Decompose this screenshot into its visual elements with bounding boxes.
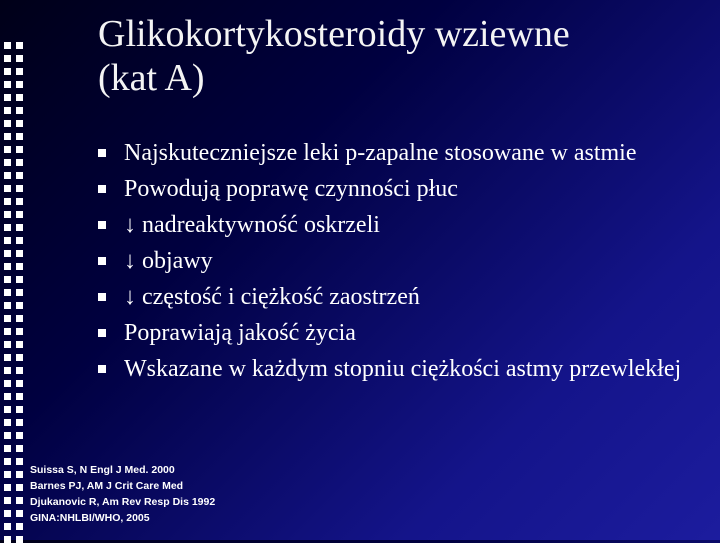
decorative-square — [16, 458, 23, 465]
decorative-square — [4, 55, 11, 62]
decorative-square — [16, 328, 23, 335]
references — [30, 462, 330, 526]
decorative-square — [16, 471, 23, 478]
decorative-square — [4, 120, 11, 127]
bullet-list — [98, 138, 698, 390]
decorative-square — [16, 211, 23, 218]
decorative-square — [4, 263, 11, 270]
bullet-item — [98, 282, 698, 312]
decorative-square — [4, 341, 11, 348]
decorative-square — [16, 185, 23, 192]
decorative-square — [16, 107, 23, 114]
decorative-square — [4, 133, 11, 140]
decorative-square — [4, 380, 11, 387]
decorative-square — [16, 406, 23, 413]
decorative-square — [4, 510, 11, 517]
decorative-square — [16, 263, 23, 270]
bullet-item — [98, 318, 698, 348]
decorative-square — [16, 94, 23, 101]
decorative-square — [4, 81, 11, 88]
decorative-square — [4, 107, 11, 114]
title-line-1: Glikokortykosteroidy wziewne — [98, 13, 570, 55]
decorative-square — [4, 276, 11, 283]
bullet-square-icon — [98, 185, 106, 193]
bullet-item — [98, 354, 698, 384]
decorative-square — [4, 497, 11, 504]
decorative-square — [16, 120, 23, 127]
decorative-square — [16, 432, 23, 439]
decorative-square — [16, 55, 23, 62]
decorative-square — [16, 198, 23, 205]
decorative-square — [4, 68, 11, 75]
decorative-square — [4, 146, 11, 153]
decorative-square — [4, 159, 11, 166]
reference-line: Barnes PJ, AM J Crit Care Med — [30, 480, 184, 492]
decorative-square — [16, 172, 23, 179]
title-line-2: (kat A) — [98, 57, 205, 99]
bullet-text: Wskazane w każdym stopniu ciężkości astmy przewlekłej — [124, 356, 682, 382]
decorative-square — [4, 406, 11, 413]
decorative-square — [16, 497, 23, 504]
decorative-square — [16, 484, 23, 491]
bullet-text: Powodują poprawę czynności płuc — [124, 176, 458, 202]
decorative-square — [16, 133, 23, 140]
decorative-square — [4, 224, 11, 231]
bullet-square-icon — [98, 293, 106, 301]
bullet-text: ↓ częstość i ciężkość zaostrzeń — [124, 284, 420, 310]
decorative-square — [16, 159, 23, 166]
decorative-square — [4, 42, 11, 49]
decorative-square — [4, 432, 11, 439]
decorative-square — [16, 367, 23, 374]
decorative-square — [4, 198, 11, 205]
bullet-square-icon — [98, 329, 106, 337]
decorative-square-pattern — [0, 42, 26, 540]
decorative-square — [4, 250, 11, 257]
decorative-square — [16, 419, 23, 426]
slide-title — [98, 12, 698, 100]
decorative-square — [4, 484, 11, 491]
decorative-square — [16, 250, 23, 257]
decorative-square — [4, 328, 11, 335]
decorative-square — [16, 354, 23, 361]
bullet-square-icon — [98, 149, 106, 157]
decorative-square — [4, 419, 11, 426]
decorative-square — [16, 510, 23, 517]
decorative-square — [16, 146, 23, 153]
decorative-square — [4, 458, 11, 465]
decorative-square — [4, 302, 11, 309]
bullet-text: Najskuteczniejsze leki p-zapalne stosowane w astmie — [124, 140, 637, 166]
bullet-item — [98, 138, 698, 168]
decorative-square — [4, 523, 11, 530]
decorative-square — [4, 315, 11, 322]
decorative-square — [4, 172, 11, 179]
bullet-item — [98, 174, 698, 204]
decorative-square — [4, 445, 11, 452]
reference-line: GINA:NHLBI/WHO, 2005 — [30, 512, 150, 524]
decorative-square — [16, 224, 23, 231]
decorative-square — [4, 211, 11, 218]
decorative-square — [4, 471, 11, 478]
bullet-item — [98, 246, 698, 276]
decorative-square — [16, 68, 23, 75]
bullet-text: Poprawiają jakość życia — [124, 320, 356, 346]
decorative-square — [16, 42, 23, 49]
decorative-square — [16, 380, 23, 387]
bullet-square-icon — [98, 365, 106, 373]
bullet-text: ↓ nadreaktywność oskrzeli — [124, 212, 380, 238]
decorative-square — [4, 354, 11, 361]
decorative-square — [16, 302, 23, 309]
decorative-square — [4, 237, 11, 244]
decorative-square — [16, 393, 23, 400]
bullet-square-icon — [98, 221, 106, 229]
decorative-square — [4, 94, 11, 101]
decorative-square — [4, 367, 11, 374]
decorative-square — [16, 445, 23, 452]
reference-line: Djukanovic R, Am Rev Resp Dis 1992 — [30, 496, 216, 508]
bullet-item — [98, 210, 698, 240]
bullet-square-icon — [98, 257, 106, 265]
decorative-square — [16, 81, 23, 88]
decorative-square — [16, 523, 23, 530]
decorative-square — [16, 276, 23, 283]
decorative-square — [16, 315, 23, 322]
decorative-square — [16, 289, 23, 296]
decorative-square — [4, 185, 11, 192]
bullet-text: ↓ objawy — [124, 248, 213, 274]
decorative-square — [16, 237, 23, 244]
decorative-square — [16, 341, 23, 348]
reference-line: Suissa S, N Engl J Med. 2000 — [30, 464, 175, 476]
decorative-square — [4, 289, 11, 296]
decorative-square — [4, 393, 11, 400]
